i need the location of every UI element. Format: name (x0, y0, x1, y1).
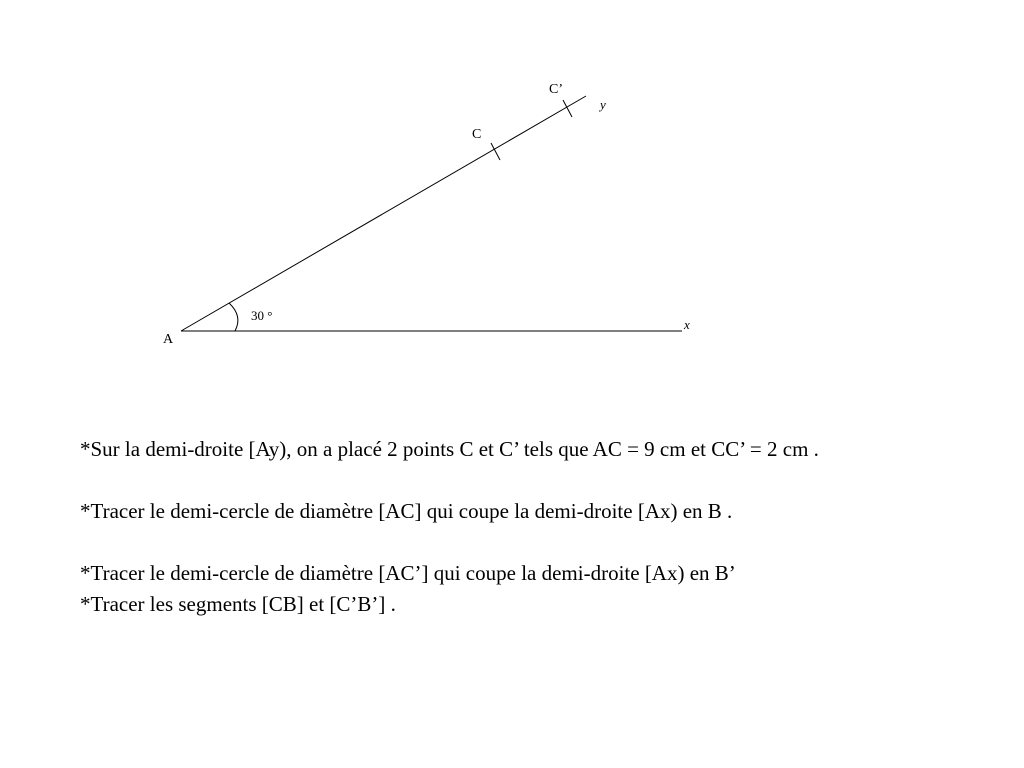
paragraph-gap (80, 527, 960, 558)
label-point-c-prime: C’ (549, 82, 563, 97)
label-ray-y: y (600, 97, 606, 112)
label-angle: 30 ° (251, 308, 273, 323)
label-point-c: C (472, 127, 482, 142)
ray-ay (181, 96, 586, 331)
tick-mark-c (491, 143, 500, 160)
instruction-3: *Tracer le demi-cercle de diamètre [AC’] qui coupe la demi-droite [Ax) en B’ (80, 561, 736, 585)
instruction-4: *Tracer les segments [CB] et [C’B’] . (80, 592, 396, 616)
label-ray-x: x (684, 317, 690, 332)
angle-arc (229, 303, 238, 331)
instruction-2: *Tracer le demi-cercle de diamètre [AC] qui coupe la demi-droite [Ax) en B . (80, 499, 733, 523)
label-point-a: A (163, 332, 174, 347)
paragraph-gap (80, 465, 960, 496)
instruction-1: *Sur la demi-droite [Ay), on a placé 2 points C et C’ tels que AC = 9 cm et CC’ = 2 cm . (80, 437, 819, 461)
instructions-text (80, 434, 960, 620)
